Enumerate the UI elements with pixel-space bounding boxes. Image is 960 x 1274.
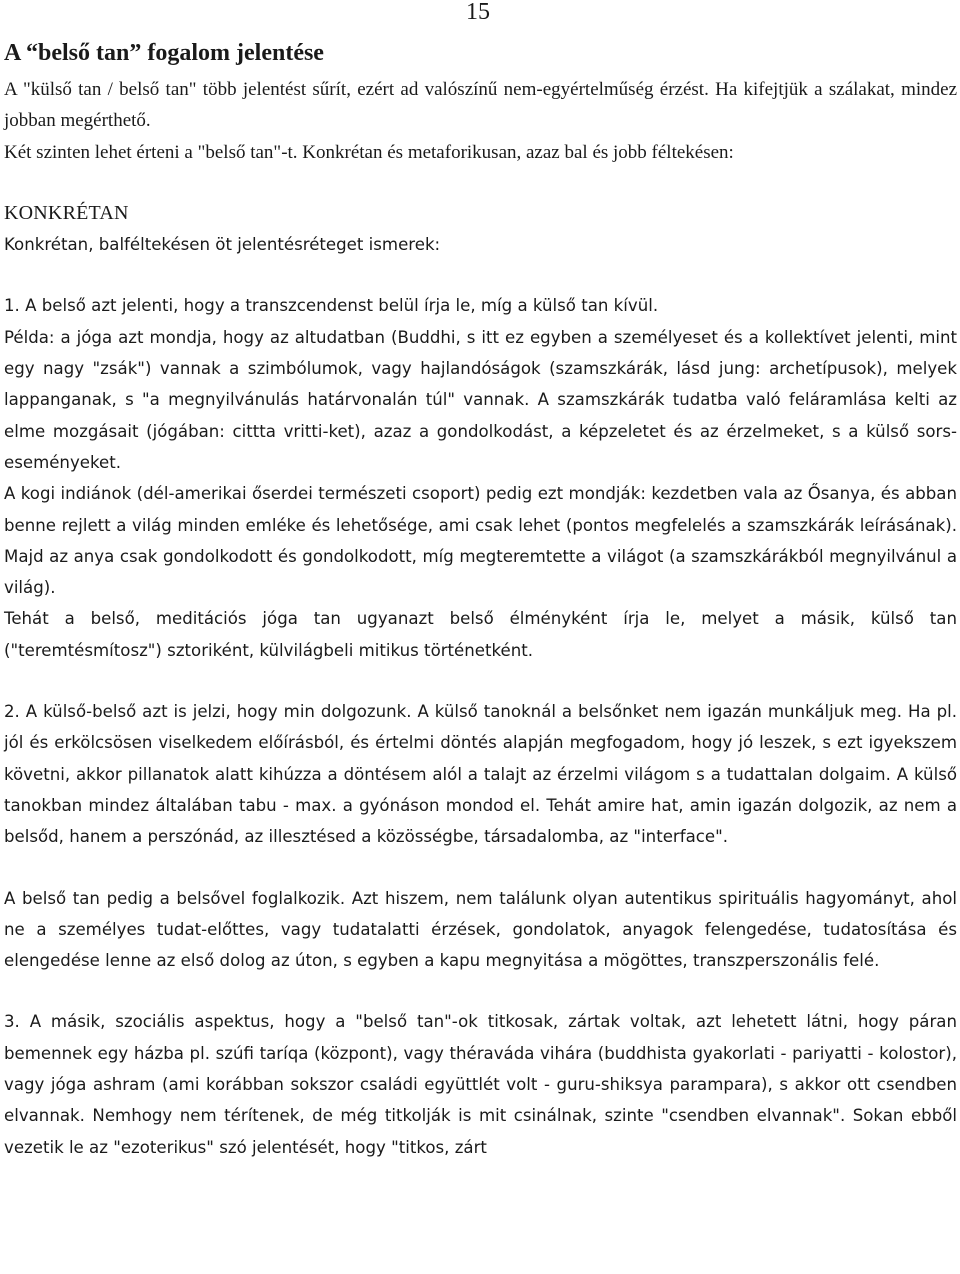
point-2-text: 2. A külső-belső azt is jelzi, hogy min dolgozunk. A külső tanoknál a belsőnket nem igazán munkáljuk meg. Ha pl. jól és erkölcsösen viselkedem előírásból, és értelmi döntés alapján megfogadom, hogy jó leszek, s ezt igyekszem követni, akkor pillanatok alatt kihúzza a döntésem alól a talajt az érzelmi világom s a tudattalan dolgaim. A külső tanokban mindez általában tabu - max. a gyónáson mondod el. Tehát amire hat, amin igazán dolgozik, az nem a belsőd, hanem a perszónád, az illesztésed a közösségbe, társadalomba, az "interface". xyxy=(4,702,957,847)
point-1-example: Példa: a jóga azt mondja, hogy az altudatban (Buddhi, s itt ez egyben a személyeset és a kollektívet jelenti, mint egy nagy "zsák") vannak a szimbólumok, vagy hajlandóságok (szamszkárák, lásd jung: archetípusok), melyek lappanganak, s "a megnyilvánulás határvonalán túl" vannak. A szamszkárák tudatba való feláramlása kelti az elme mozgásait (jógában: cittta vritti-ket), azaz a gondolkodást, a képzeletet és az érzelmeket, s a külső sors-eseményeket. xyxy=(4,327,957,472)
point-1-conclusion: Tehát a belső, meditációs jóga tan ugyanazt belső élményként írja le, melyet a másik, külső tan ("teremtésmítosz") sztoriként, külvilágbeli mitikus történetként. xyxy=(4,609,957,660)
point-3-text: 3. A másik, szociális aspektus, hogy a "belső tan"-ok titkosak, zártak voltak, azt lehetett látni, hogy páran bemennek egy házba pl. szúfi taríqa (központ), vagy théraváda vihára (buddhista gyakorlati - pariyatti - kolostor), vagy jóga ashram (ami korábban sokszor családi együttlét volt - guru-shiksya parampara), s akkor ott csendben elvannak. Nemhogy nem térítenek, de még titkolják is mit csinálnak, szinte "csendben elvannak". Sokan ebből vezetik le az "ezoterikus" szó jelentését, hogy "titkos, zárt xyxy=(4,1012,957,1157)
page-number: 15 xyxy=(466,0,490,25)
intro-levels: Két szinten lehet érteni a "belső tan"-t. Konkrétan és metaforikusan, azaz bal és jobb féltekésen: xyxy=(4,141,734,163)
point-1-kogi: A kogi indiánok (dél-amerikai őserdei természeti csoport) pedig ezt mondják: kezdetben vala az Ősanya, és abban benne rejlett a világ minden emléke és lehetősége, ami csak lehet (pontos megfelelés a szamszkárák leírásának). Majd az anya csak gondolkodott és gondolkodott, míg megteremtette a világot (a szamszkárákból megnyilvánul a világ). xyxy=(4,484,957,598)
document-body xyxy=(4,74,957,1163)
page-title: A “belső tan” fogalom jelentése xyxy=(4,40,324,66)
point-1-statement: 1. A belső azt jelenti, hogy a transzcendenst belül írja le, míg a külső tan kívül. xyxy=(4,296,659,316)
section-subheading: Konkrétan, balféltekésen öt jelentésréteget ismerek: xyxy=(4,235,441,255)
intro-paragraph: A "külső tan / belső tan" több jelentést sűrít, ezért ad valószínű nem-egyértelműség érzést. Ha kifejtjük a szálakat, mindez jobban megérthető. xyxy=(4,79,957,132)
section-heading: KONKRÉTAN xyxy=(4,201,129,224)
point-2-inner: A belső tan pedig a belsővel foglalkozik. Azt hiszem, nem találunk olyan autentikus spirituális hagyományt, ahol ne a személyes tudat-előttes, vagy tudatalatti érzések, gondolatok, anyagok felengedése, tudatosítása és elengedése lenne az első dolog az úton, s egyben a kapu megnyitása a mögöttes, transzperszonális felé. xyxy=(4,888,957,971)
